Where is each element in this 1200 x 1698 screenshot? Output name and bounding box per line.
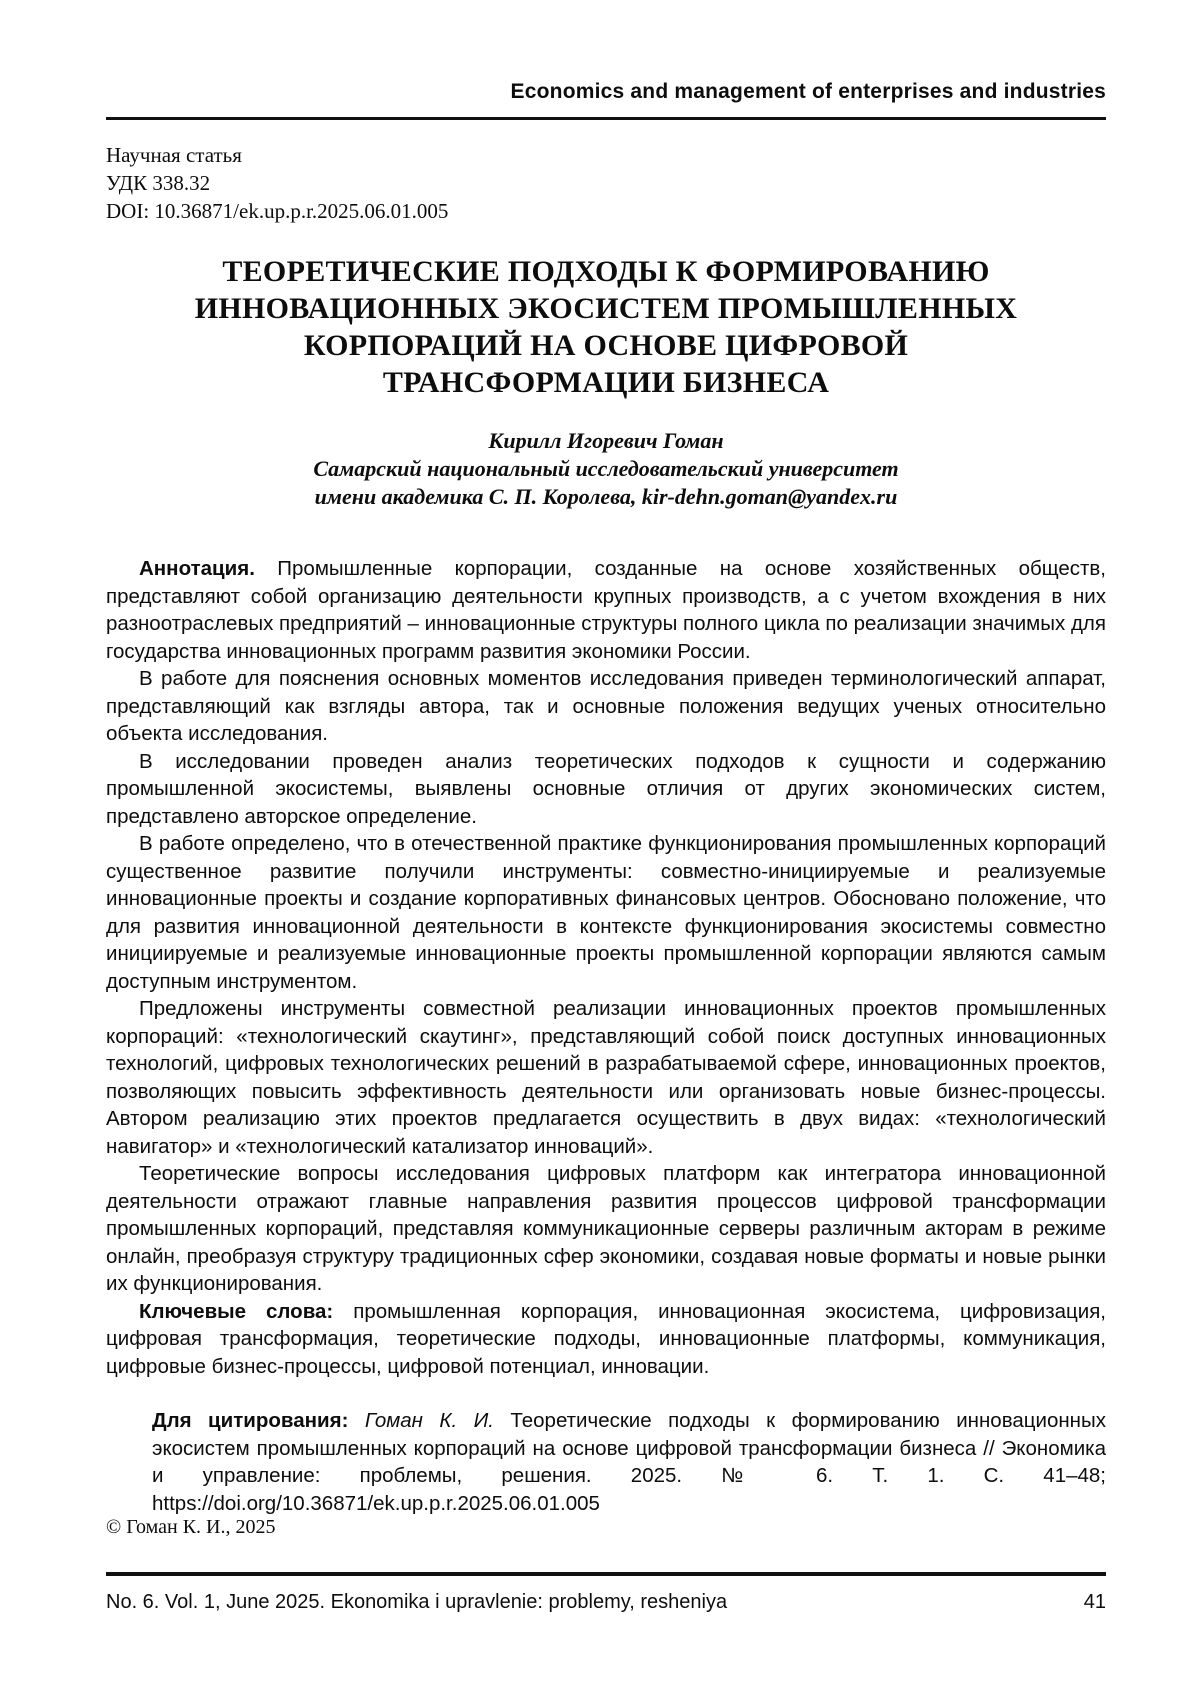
citation-label: Для цитирования: xyxy=(152,1409,349,1432)
abstract-paragraph-6 xyxy=(106,1160,1106,1298)
citation-author: Гоман К. И. xyxy=(364,1409,494,1432)
affiliation-line-2: имени академика С. П. Королева, kir-dehn.goman@yandex.ru xyxy=(314,484,898,509)
abstract-text-4: В работе определено, что в отечественной практике функционирования промышленных корпораций существенное развитие получили инструменты: совместно-инициируемые и реализуемые инновационные проекты и создание корпоративных финансовых центров. Обосновано положение, что для развития инновационной деятельности в контексте функционирования экосистемы совместно инициируемые и реализуемые инновационные проекты промышленной корпорации являются самым доступным инструментом. xyxy=(106,832,1106,993)
article-meta xyxy=(106,141,1106,225)
abstract-text-3: В исследовании проведен анализ теоретических подходов к сущности и содержанию промышленной экосистемы, выявлены основные отличия от других экономических систем, представлено авторское определение. xyxy=(106,749,1106,828)
abstract-paragraph-3 xyxy=(106,748,1106,831)
abstract-label: Аннотация. xyxy=(139,557,255,580)
abstract-text-1: Промышленные корпорации, созданные на основе хозяйственных обществ, представляют собой организацию деятельности крупных производств, а с учетом вхождения в них разноотраслевых предприятий – инновационные структуры полного цикла по реализации значимых для государства инновационных программ развития экономики России. xyxy=(106,557,1106,663)
keywords-paragraph xyxy=(106,1298,1106,1381)
keywords-text: промышленная корпорация, инновационная экосистема, цифровизация, цифровая трансформация, теоретические подходы, инновационные платформы, коммуникация, цифровые бизнес-процессы, цифровой потенциал, инновации. xyxy=(106,1299,1107,1378)
footer-rule xyxy=(106,1572,1106,1576)
abstract-text-6: Теоретические вопросы исследования цифровых платформ как интегратора инновационной деятельности отражают главные направления развития процессов цифровой трансформации промышленных корпораций, представляя коммуникационные серверы различным акторам в режиме онлайн, преобразуя структуру традиционных сфер экономики, создавая новые форматы и новые рынки их функционирования. xyxy=(106,1162,1106,1295)
citation-block xyxy=(106,1407,1106,1517)
footer-row xyxy=(106,1591,1106,1614)
keywords-label: Ключевые слова: xyxy=(139,1299,334,1323)
copyright-line: © Гоман К. И., 2025 xyxy=(106,1516,276,1538)
page-footer xyxy=(106,1572,1106,1614)
article-type-label: Научная статья xyxy=(106,143,242,167)
journal-issue-line: No. 6. Vol. 1, June 2025. Ekonomika i upravlenie: problemy, resheniya xyxy=(106,1591,728,1613)
udc-number: УДК 338.32 xyxy=(106,171,211,195)
citation-text: Теоретические подходы к формированию инновационных экосистем промышленных корпораций на основе цифровой трансформации бизнеса // Экономика и управление: проблемы, решения. 2025. № 6. Т. 1. С. 41–48; https://doi.org/10.36871/ek.up.p.r.2025.06.01.005 xyxy=(152,1409,1106,1515)
author-name: Кирилл Игоревич Гоман xyxy=(488,428,724,453)
affiliation-line-1: Самарский национальный исследовательский университет xyxy=(313,456,899,481)
running-head: Economics and management of enterprises and industries xyxy=(510,80,1106,103)
page-number: 41 xyxy=(1083,1591,1106,1613)
abstract-text-5: Предложены инструменты совместной реализации инновационных проектов промышленных корпораций: «технологический скаутинг», представляющий собой поиск доступных инновационных технологий, цифровых технологических решений в разрабатываемой сфере, инновационных проектов, позволяющих повысить эффективность деятельности или организовать новые бизнес-процессы. Автором реализацию этих проектов предлагается осуществить в двух видах: «технологический навигатор» и «технологический катализатор инноваций». xyxy=(106,997,1106,1158)
abstract-paragraph-2 xyxy=(106,665,1106,748)
doi-number: DOI: 10.36871/ek.up.p.r.2025.06.01.005 xyxy=(106,199,449,223)
abstract-paragraph-1 xyxy=(106,555,1106,665)
abstract-text-2: В работе для пояснения основных моментов исследования приведен терминологический аппарат, представляющий как взгляды автора, так и основные положения ведущих ученых относительно объекта исследования. xyxy=(106,667,1106,745)
abstract-paragraph-4 xyxy=(106,830,1106,995)
citation-paragraph xyxy=(152,1407,1106,1517)
abstract-section xyxy=(106,555,1106,1380)
article-title-line-3: КОРПОРАЦИЙ НА ОСНОВЕ ЦИФРОВОЙ xyxy=(303,329,909,362)
header-rule xyxy=(106,117,1106,120)
article-title xyxy=(106,253,1106,401)
article-title-line-4: ТРАНСФОРМАЦИИ БИЗНЕСА xyxy=(382,366,830,399)
article-title-line-1: ТЕОРЕТИЧЕСКИЕ ПОДХОДЫ К ФОРМИРОВАНИЮ xyxy=(222,255,990,288)
author-block xyxy=(106,427,1106,511)
abstract-paragraph-5 xyxy=(106,995,1106,1160)
page-header xyxy=(106,80,1106,120)
article-title-line-2: ИННОВАЦИОННЫХ ЭКОСИСТЕМ ПРОМЫШЛЕННЫХ xyxy=(194,292,1018,325)
